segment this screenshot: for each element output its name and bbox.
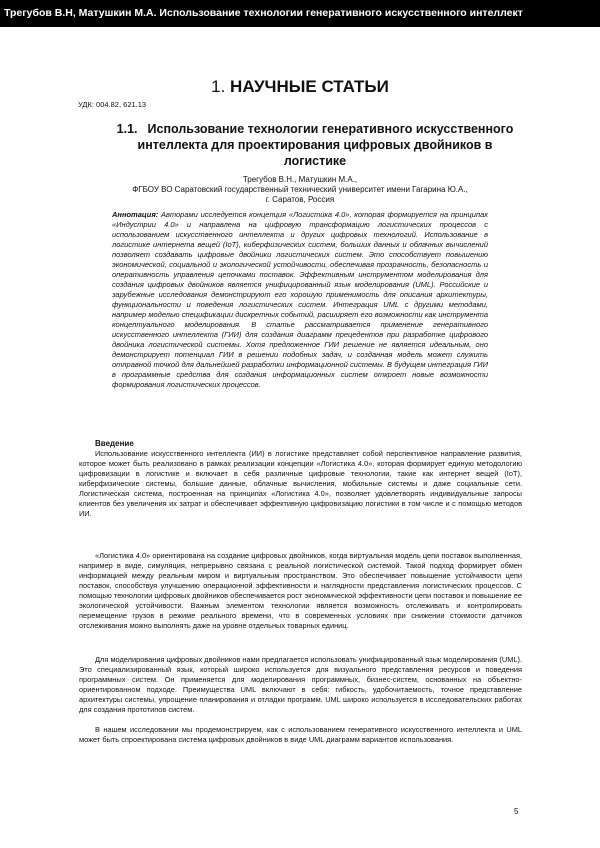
intro-heading: Введение xyxy=(95,439,134,449)
running-header xyxy=(0,0,600,27)
article-number: 1.1. xyxy=(117,122,138,136)
authors: Трегубов В.Н., Матушкин М.А., xyxy=(0,174,600,185)
article-title xyxy=(115,121,515,169)
paragraph-text: Для моделирования цифровых двойников нами предлагается использовать унифицированный язык моделирования (UML). Это специализированный язык, который широко используется для визуального представления ресурсов и поведения программных систем. Он применяется для моделирования программных, бизнес-систем, основанных на объектно-ориентированном подходе. Преимущества UML включают в себя: гибкость, удобочитаемость, точное представление архитектуры системы, упрощение планирования и отладки программ. UML широко используется в исследовательских работах для создания прототипов систем. xyxy=(79,655,522,715)
section-heading xyxy=(0,77,600,97)
body-paragraph-4 xyxy=(79,725,522,745)
page-number: 5 xyxy=(514,807,518,817)
section-number: 1. xyxy=(211,77,225,96)
udk-code: УДК: 004.82, 621.13 xyxy=(78,100,146,110)
paragraph-text: «Логистика 4.0» ориентирована на создание цифровых двойников, когда виртуальная модель цепи поставок выполненная, например в виде, симуляция, непрерывно связана с реальной логистической системой. Такой подход формирует обмен информацией между реальным миром и виртуальным пространством. Это обеспечивает повышение устойчивости цепи поставок, способствуя улучшению операционной эффективности и наглядности представления логистических процессов. С помощью технологии цифровых двойников обеспечивается рост экономической эффективности цепи поставок и повышение ее экологической устойчивости. Важным элементом технологии является возможность отслеживать и контролировать перемещение грузов в режиме реального времени, что в современных условиях при снижении стоимости датчиков отслеживания можно выполнять даже на уровне отдельных товарных единиц. xyxy=(79,551,522,631)
body-paragraph-2 xyxy=(79,551,522,631)
running-header-text: Трегубов В.Н, Матушкин М.А. Использование технологии генеративного искусственного интеллект xyxy=(4,7,523,19)
abstract-label: Аннотация: xyxy=(112,210,158,219)
abstract xyxy=(112,210,488,390)
paragraph-text: Использование искусственного интеллекта (ИИ) в логистике представляет собой перспективное направление развития, которое может быть реализовано в рамках реализации концепции «Логистика 4.0», которая формирует единую методологию цифровизации в логистике и включает в себя различные цифровые технологии, такие как интернет вещей (IoT), киберфизические системы, большие данные, облачные вычисления, мобильные системы и даже социальные сети. Логистическая система, построенная на принципах «Логистика 4.0», позволяет удовлетворять индивидуальные запросы клиентов без увеличения их затрат и обеспечивает эффективную цифровизацию логистики в том числе и с помощью методов ИИ. xyxy=(79,449,522,519)
article-title-text: Использование технологии генеративного искусственного интеллекта для проектирования цифровых двойников в логистике xyxy=(138,122,514,168)
affiliation: ФГБОУ ВО Саратовский государственный технический университет имени Гагарина Ю.А., xyxy=(0,184,600,195)
body-paragraph-1 xyxy=(79,449,522,519)
section-title: НАУЧНЫЕ СТАТЬИ xyxy=(230,77,389,96)
city: г. Саратов, Россия xyxy=(0,194,600,205)
paragraph-text: В нашем исследовании мы продемонстрируем, как с использованием генеративного искусственного интеллекта и UML может быть спроектирована система цифровых двойников в виде UML диаграмм вариантов использования. xyxy=(79,725,522,745)
abstract-text: Авторами исследуется концепция «Логистика 4.0», которая формируется на принципах «Индустрии 4.0» и направлена на цифровую трансформацию логистических процессов с использованием искусственного интеллекта и других цифровых технологий. Использование в логистике интернета вещей (IoT), киберфизических систем, больших данных и облачных вычислений позволяет создавать цифровые двойники логистических систем. Это способствует повышению экономической, социальной и экологической устойчивости, обеспечивая прозрачность, безопасность и оперативность управления цепочками поставок. Эффективным инструментом моделирования для создания цифровых двойников является унифицированный язык моделирования (UML). Российские и зарубежные исследования демонстрируют его хорошую применимость для описания архитектуры, функциональности и поведения логистических систем. Интеграция UML с другими методами, например моделью спецификации дискретных событий, расширяет его возможности как инструмента концептуального моделирования. В статье рассматривается применение генеративного искусственного интеллекта (ГИИ) для создания диаграмм прецедентов при разработке цифрового двойника логистической системы. Хотя предложенное ГИИ решение не является идеальным, оно демонстрирует потенциал ГИИ в решении подобных задач, и созданная модель может служить отправной точкой для дальнейшей разработки информационной системы. В будущем интеграция ГИИ в программные средства для создания информационных систем откроет новые возможности формирования логистических процессов. xyxy=(112,210,488,389)
body-paragraph-3 xyxy=(79,655,522,715)
